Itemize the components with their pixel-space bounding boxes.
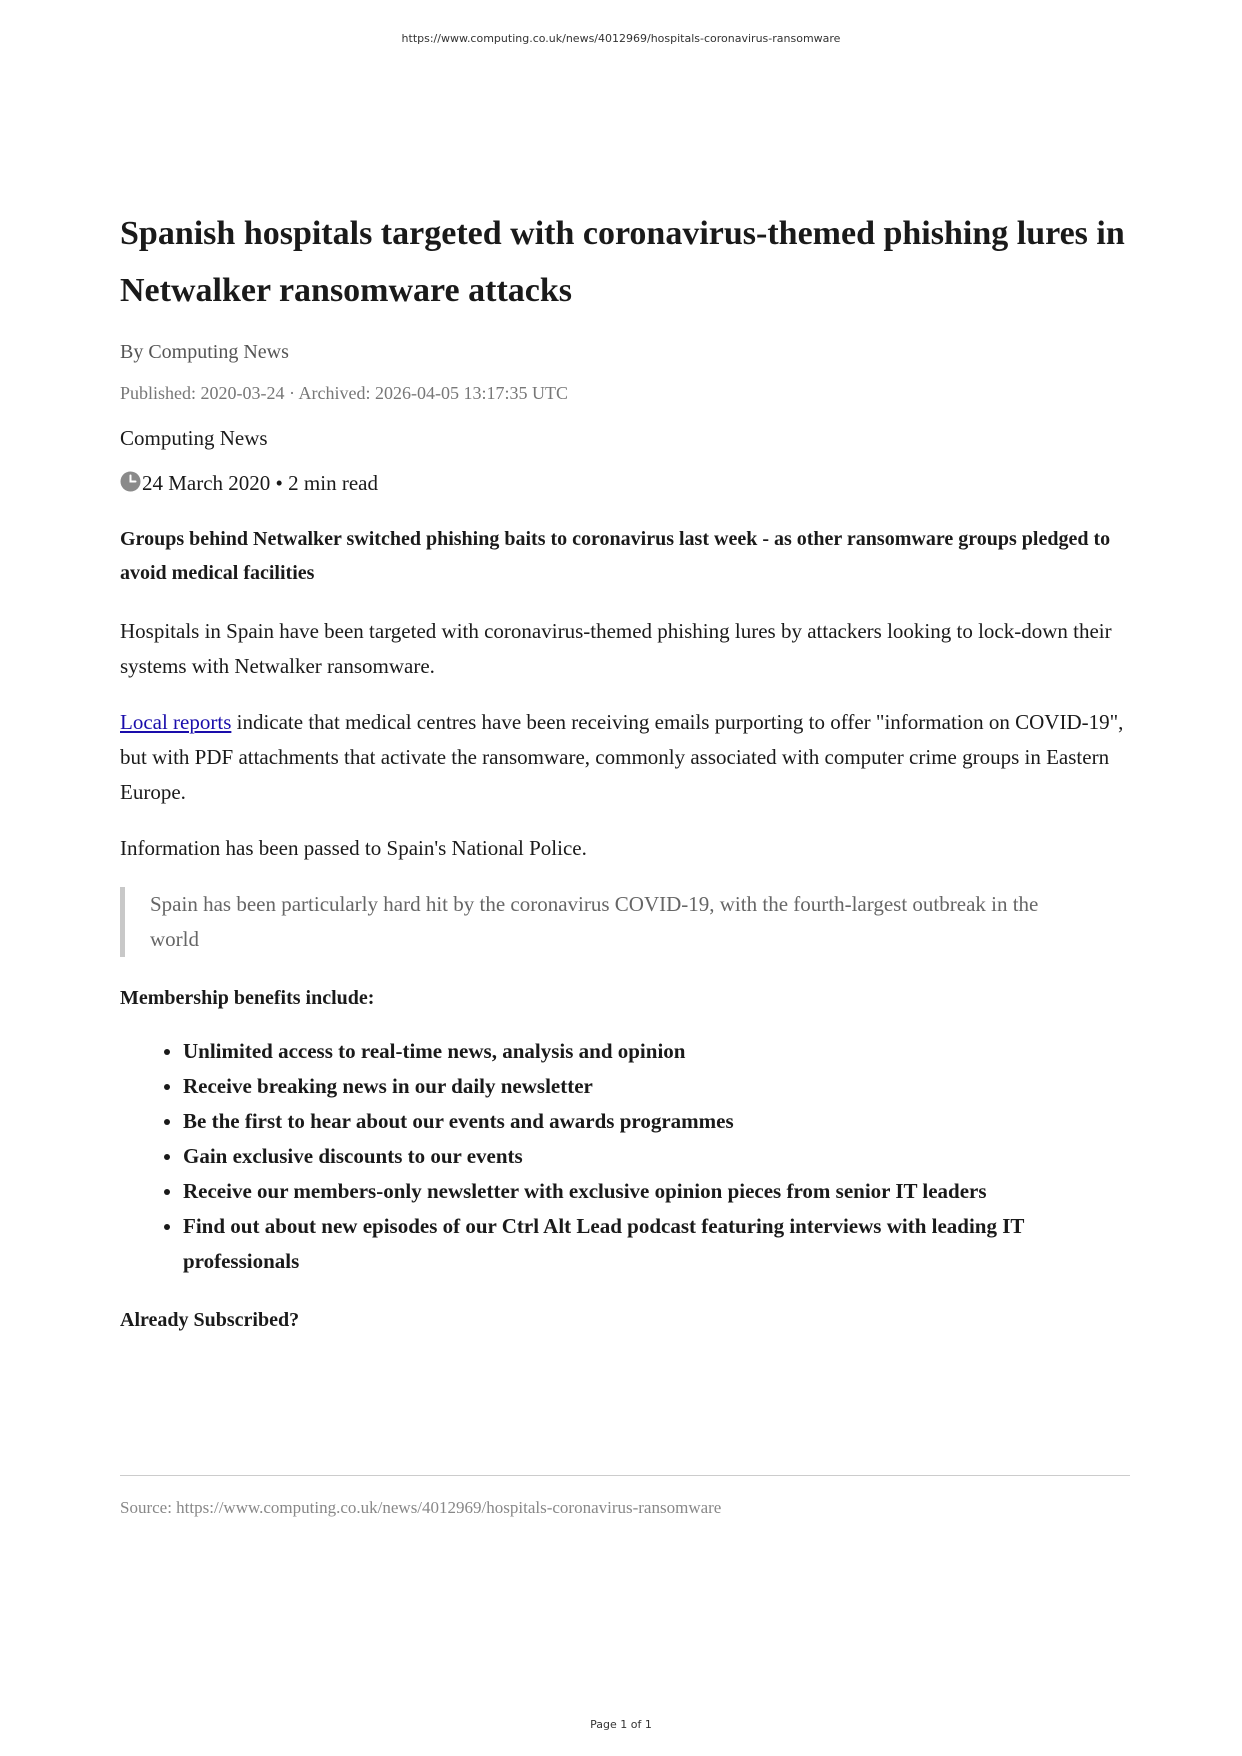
paragraph-3: Information has been passed to Spain's National Police. [120, 836, 587, 860]
read-line-text: 24 March 2020 • 2 min read [142, 471, 378, 495]
article [120, 205, 1130, 1332]
paragraph-2-text: indicate that medical centres have been receiving emails purporting to offer "information on COVID-19", but with PDF attachments that activate the ransomware, commonly associated with computer crime groups in Eastern Europe. [120, 710, 1124, 804]
source-line: Source: https://www.computing.co.uk/news/4012969/hospitals-coronavirus-ransomware [120, 1498, 722, 1517]
date-read-time [120, 471, 1130, 496]
footer-divider [120, 1475, 1130, 1476]
list-item: • Unlimited access to real-time news, analysis and opinion [183, 1034, 1130, 1069]
benefits-title: Membership benefits include: [120, 987, 375, 1009]
list-item: • Be the first to hear about our events and awards programmes [183, 1104, 1130, 1139]
list-item: • Receive breaking news in our daily newsletter [183, 1069, 1130, 1104]
page-url-header: https://www.computing.co.uk/news/4012969/hospitals-coronavirus-ransomware [401, 32, 841, 45]
clock-icon [120, 471, 141, 492]
list-item: • Find out about new episodes of our Ctrl Alt Lead podcast featuring interviews with leading IT professionals [183, 1209, 1130, 1279]
article-title: Spanish hospitals targeted with coronavirus-themed phishing lures in Netwalker ransomware attacks [120, 215, 1125, 309]
paragraph-1: Hospitals in Spain have been targeted with coronavirus-themed phishing lures by attackers looking to lock-down their systems with Netwalker ransomware. [120, 619, 1112, 678]
publish-archive-dates: Published: 2020-03-24 · Archived: 2026-04-05 13:17:35 UTC [120, 383, 568, 403]
page-number: Page 1 of 1 [590, 1718, 652, 1731]
already-subscribed: Already Subscribed? [120, 1309, 300, 1331]
local-reports-link[interactable]: Local reports [120, 710, 232, 734]
benefits-list [120, 1034, 1130, 1279]
pull-quote: Spain has been particularly hard hit by the coronavirus COVID-19, with the fourth-largest outbreak in the world [120, 887, 1130, 957]
paragraph-2 [120, 705, 1130, 810]
standfirst: Groups behind Netwalker switched phishing baits to coronavirus last week - as other ransomware groups pledged to avoid medical facilities [120, 528, 1111, 584]
list-item: • Gain exclusive discounts to our events [183, 1139, 1130, 1174]
byline: By Computing News [120, 341, 289, 363]
source-name: Computing News [120, 426, 268, 450]
list-item: • Receive our members-only newsletter with exclusive opinion pieces from senior IT leaders [183, 1174, 1130, 1209]
